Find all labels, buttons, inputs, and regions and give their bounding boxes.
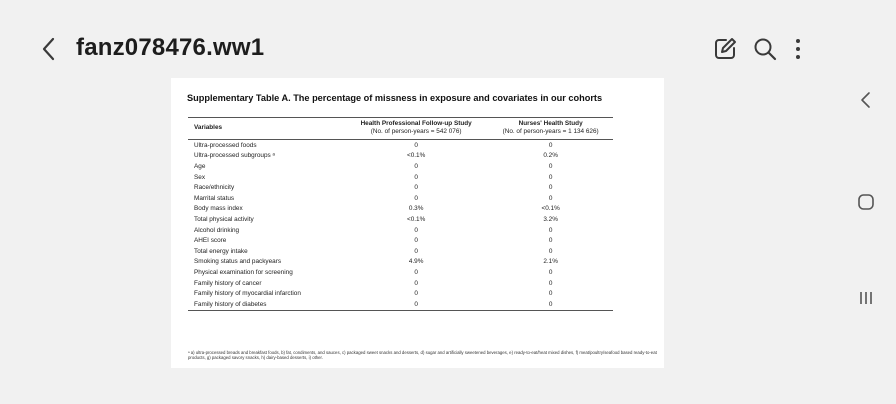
nhs-value-cell: 0: [488, 299, 613, 310]
variable-cell: AHEI score: [194, 237, 227, 245]
variable-cell: Family history of myocardial infarction: [194, 290, 301, 298]
nav-back-button[interactable]: [852, 86, 880, 114]
nav-home-button[interactable]: [852, 188, 880, 216]
variable-cell: Ultra-processed foods: [194, 141, 257, 149]
table-row: [188, 299, 613, 310]
nhs-value-cell: 0: [548, 279, 553, 287]
hpfs-value-cell: <0.1%: [406, 215, 426, 223]
column-header-label: Variables: [194, 124, 223, 131]
nhs-value-cell: 0: [548, 162, 553, 170]
table-row: [188, 140, 613, 151]
variable-cell: Age: [194, 162, 206, 170]
hpfs-value-cell: 0: [344, 299, 488, 310]
table-header-row: [188, 118, 613, 140]
hpfs-value-cell: 0: [414, 268, 418, 276]
hpfs-value-cell: 0: [414, 290, 418, 298]
table-row: [188, 225, 613, 236]
more-vertical-icon: [790, 36, 806, 62]
variable-cell: Family history of diabetes: [188, 299, 344, 310]
hpfs-value-cell: 0: [414, 194, 418, 202]
hpfs-value-cell: 0: [414, 173, 418, 181]
variable-cell: Ultra-processed subgroups ᵃ: [194, 152, 275, 160]
table-footnote: ᵃ a) ultra-processed breads and breakfast foods, b) fat, condiments, and sauces, c) packaged sweet snacks and desserts, d) sugar and artificially sweetened beverages, e) ready-to-eat/heat mixed dishes, f) meat/poultry/seafood based ready-to-eat products, g) packaged savory snacks, h) dairy-based desserts, i) other.: [188, 350, 657, 361]
table-body: [188, 140, 613, 311]
column-header-nhs: [488, 118, 613, 140]
app-header: [0, 0, 836, 74]
nhs-value-cell: 0.2%: [543, 152, 558, 160]
nhs-value-cell: <0.1%: [541, 205, 560, 213]
variable-cell: Smoking status and packyears: [194, 258, 282, 266]
hpfs-value-cell: 0: [414, 279, 418, 287]
search-button[interactable]: [752, 36, 778, 62]
variable-cell: Family history of cancer: [194, 279, 262, 287]
variable-cell: Race/ethnicity: [194, 184, 235, 192]
table-row: [188, 193, 613, 204]
table-row: [188, 161, 613, 172]
hpfs-value-cell: 0: [414, 184, 418, 192]
nhs-value-cell: 0: [548, 194, 553, 202]
nhs-value-cell: 0: [548, 290, 553, 298]
nhs-value-cell: 0: [548, 141, 553, 149]
variable-cell: Marrital status: [194, 194, 235, 202]
table-row: [188, 204, 613, 215]
column-header-label: Health Professional Follow-up Study: [360, 120, 472, 127]
back-chevron-icon: [38, 34, 60, 64]
column-header-variables: [188, 118, 344, 140]
variable-cell: Sex: [194, 173, 206, 181]
variable-cell: Total physical activity: [194, 215, 254, 223]
hpfs-value-cell: 0: [414, 237, 418, 245]
nhs-value-cell: 0: [548, 173, 553, 181]
document-page[interactable]: [171, 78, 664, 368]
table-row: [188, 235, 613, 246]
column-header-label: Nurses' Health Study: [518, 120, 583, 127]
table-row: [188, 257, 613, 268]
hpfs-value-cell: 0: [414, 247, 418, 255]
hpfs-value-cell: <0.1%: [406, 152, 426, 160]
nhs-value-cell: 0: [548, 226, 553, 234]
variable-cell: Alcohol drinking: [194, 226, 240, 234]
nav-recent-apps-icon: [852, 284, 880, 312]
nav-back-icon: [852, 86, 880, 114]
nhs-value-cell: 0: [548, 184, 553, 192]
nhs-value-cell: 0: [548, 268, 553, 276]
table-row: [188, 267, 613, 278]
table-row: [188, 288, 613, 299]
table-caption: Supplementary Table A. The percentage of missness in exposure and covariates in our cohorts: [187, 93, 603, 103]
hpfs-value-cell: 0: [414, 226, 418, 234]
column-header-subtitle: (No. of person-years = 542 076): [370, 128, 462, 135]
edit-button[interactable]: [712, 36, 738, 62]
variable-cell: Body mass index: [194, 205, 243, 213]
system-navigation-bar: [836, 0, 896, 404]
hpfs-value-cell: 0.3%: [408, 205, 424, 213]
more-options-button[interactable]: [790, 36, 806, 62]
search-icon: [752, 36, 778, 62]
nhs-value-cell: 0: [548, 237, 553, 245]
nhs-value-cell: 3.2%: [543, 215, 558, 223]
nhs-value-cell: 0: [548, 247, 553, 255]
hpfs-value-cell: 0: [414, 162, 418, 170]
column-header-subtitle: (No. of person-years = 1 134 626): [502, 128, 599, 135]
hpfs-value-cell: 4.9%: [408, 258, 424, 266]
table-row: [188, 151, 613, 162]
hpfs-value-cell: 0: [414, 141, 418, 149]
nav-home-icon: [852, 188, 880, 216]
nav-recent-apps-button[interactable]: [852, 284, 880, 312]
table-row: [188, 172, 613, 183]
table-row: [188, 182, 613, 193]
document-title: fanz078476.ww1: [76, 34, 265, 61]
table-row: [188, 246, 613, 257]
table-row: [188, 278, 613, 289]
nhs-value-cell: 2.1%: [543, 258, 558, 266]
back-button[interactable]: [38, 34, 60, 64]
variable-cell: Total energy intake: [194, 247, 248, 255]
variable-cell: Physical examination for screening: [194, 268, 293, 276]
table-row: [188, 214, 613, 225]
edit-icon: [712, 36, 738, 62]
missingness-table: [188, 117, 613, 311]
column-header-hpfs: [344, 118, 488, 140]
